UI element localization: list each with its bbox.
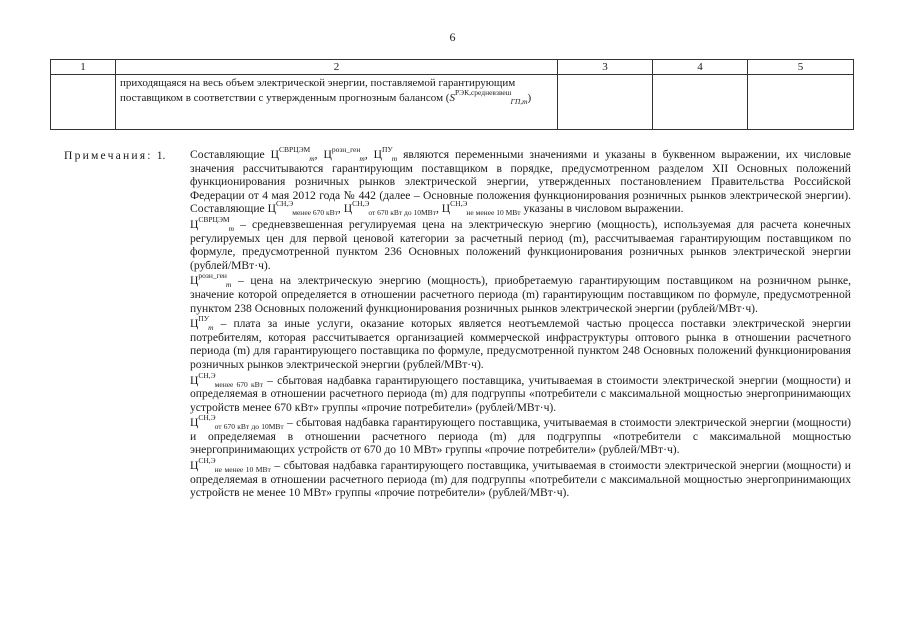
table-cell-empty xyxy=(558,75,653,130)
note-number: 1. xyxy=(156,149,166,162)
tariff-table xyxy=(50,59,854,130)
price-symbol-svrcem: $Ц^{СВРЦЭМ}_m$ xyxy=(270,145,315,163)
table-cell-empty xyxy=(51,75,116,130)
forecast-balance-symbol: $S^{РЭК,средневзвеш}_{ГП,m}$ xyxy=(449,88,528,106)
price-symbol-ge10: $Ц^{СН,Э}_{не менее 10 МВт}$ xyxy=(441,199,521,218)
header-cell-2: 2 xyxy=(116,60,558,75)
price-symbol-pu: $Ц^{ПУ}_m$ xyxy=(373,145,398,163)
header-cell-3: 3 xyxy=(558,60,653,75)
price-symbol-670-10: $Ц^{СН,Э}_{от 670 кВт до 10МВт}$ xyxy=(343,199,436,218)
table-row xyxy=(51,75,854,130)
header-cell-4: 4 xyxy=(653,60,748,75)
note-paragraph-5: $Ц^{СН,Э}_{менее 670 кВт}$ – сбытовая надбавка гарантирующего поставщика, учитываемая в стоимости электрической энергии (мощности) и определяемая в отношении расчетного периода (m) для подгруппы «потребители с максимальной мощностью энергопринимающих устройств менее 670 кВт» группы «прочие потребители» (рублей/МВт·ч). xyxy=(190,370,851,414)
header-cell-5: 5 xyxy=(748,60,854,75)
table-cell-empty xyxy=(653,75,748,130)
note-paragraph-6: $Ц^{СН,Э}_{от 670 кВт до 10МВт}$ – сбытовая надбавка гарантирующего поставщика, учитываемая в стоимости электрической энергии (мощности) и определяемая в отношении расчетного периода (m) для подгруппы «потребители с максимальной мощностью энергопринимающих устройств от 670 до 10 МВт» группы «прочие потребители» (рублей/МВт·ч). xyxy=(190,413,852,457)
note-paragraph-7: $Ц^{СН,Э}_{не менее 10 МВт}$ – сбытовая надбавка гарантирующего поставщика, учитываемая в стоимости электрической энергии (мощности) и определяемая в отношении расчетного периода (m) для подгруппы «потребители с максимальной мощностью энергопринимающих устройств не менее 10 МВт» группы «прочие потребители» (рублей/МВт·ч). xyxy=(190,456,851,500)
row-text: приходящаяся на весь объем электрической энергии, поставляемой гарантирующим поставщиком в соответствии с утвержденным прогнозным балансом ( xyxy=(120,77,516,104)
note-paragraph-1: Составляющие $Ц^{СВРЦЭМ}_m$, $Ц^{розн\_ген}_m$, $Ц^{ПУ}_m$ являются переменными значениями и указаны в буквенном выражении, их числовые значения рассчитываются гарантирующим поставщиком в порядке, предусмотренном разделом XII Основных положений функционирования розничных рынков электрической энергии, утвержденных постановлением Правительства Российской Федерации от 4 мая 2012 года № 442 (далее – Основные положения функционирования розничных рынков электрической энергии). Составляющие $Ц^{СН,Э}_{менее 670 кВт}$, $Ц^{СН,Э}_{от 670 кВт до 10МВт}$, $Ц^{СН,Э}_{не менее 10 МВт}$ указаны в числовом выражении. xyxy=(190,145,852,218)
notes-label: Примечания: 1. xyxy=(64,149,166,162)
price-symbol-lt670: $Ц^{СН,Э}_{менее 670 кВт}$ xyxy=(267,199,338,218)
header-cell-1: 1 xyxy=(51,60,116,75)
table-cell-empty xyxy=(748,75,854,130)
notes-body xyxy=(190,145,852,502)
note-paragraph-2: $Ц^{СВРЦЭМ}_m$ – средневзвешенная регулируемая цена на электрическую энергию (мощность), используемая для расчета конечных регулируемых цен для первой ценовой категории за расчетный период (m), рассчитываемая гарантирующим поставщиком по формуле, предусмотренной пунктом 236 Основных положений функционирования розничных рынков электрической энергии (рублей/МВт·ч). xyxy=(190,214,851,272)
note-paragraph-4: $Ц^{ПУ}_m$ – плата за иные услуги, оказание которых является неотъемлемой частью процесса поставки электрической энергии потребителям, которая рассчитывается организацией коммерческой инфраструктуры оптового рынка в отношении расчетного периода (m) для гарантирующего поставщика по формуле, предусмотренной пунктом 248 Основных положений функционирования розничных рынков электрической энергии (рублей/МВт·ч). xyxy=(190,314,851,371)
page-number: 6 xyxy=(449,30,456,44)
table-cell-description: приходящаяся на весь объем электрической энергии, поставляемой гарантирующим поставщиком в соответствии с утвержденным прогнозным балансом $(S^{РЭК,средневзвеш}_{ГП,m})$ xyxy=(116,75,558,130)
note-paragraph-3: $Ц^{розн\_ген}_m$ – цена на электрическую энергию (мощность), приобретаемую гарантирующим поставщиком на розничном рынке, значение которой определяется в отношении расчетного периода (m) гарантирующим поставщиком по формуле, предусмотренной пунктом 238 Основных положений функционирования розничных рынков электрической энергии (рублей/МВт·ч). xyxy=(190,271,851,315)
price-symbol-rozn: $Ц^{розн\_ген}_m$ xyxy=(323,145,365,163)
table-header-row xyxy=(51,60,854,75)
